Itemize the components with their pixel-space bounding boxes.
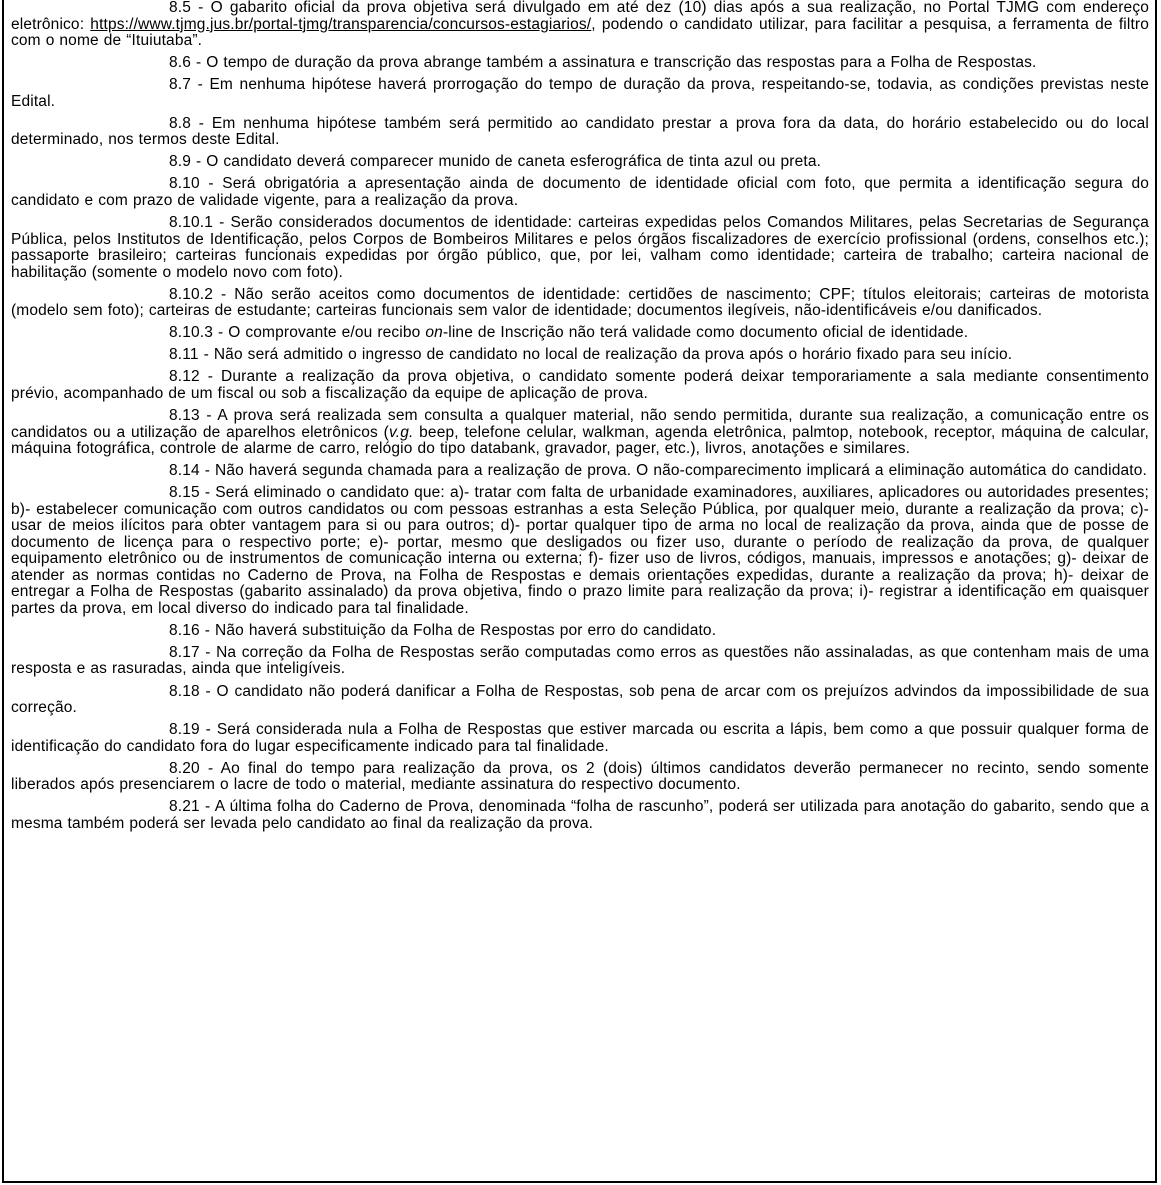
paragraph-8-5-post: , podendo o candidato utilizar, para facilitar a pesquisa, a ferramenta de filtro com o nome de “Ituiutaba”.	[11, 15, 1149, 49]
paragraph-8-10: 8.10 - Será obrigatória a apresentação ainda de documento de identidade oficial com foto, que permita a identificação segura do candidato e com prazo de validade vigente, para a realização da prova.	[11, 175, 1149, 209]
paragraph-8-21: 8.21 - A última folha do Caderno de Prova, denominada “folha de rascunho”, poderá ser utilizada para anotação do gabarito, sendo que a mesma também poderá ser levada pelo candidato ao final da realização da prova.	[11, 798, 1149, 832]
paragraph-8-13-italic: v.g.	[388, 423, 414, 441]
paragraph-8-10-3-post: -line de Inscrição não terá validade como documento oficial de identidade.	[442, 324, 969, 342]
paragraph-8-13	[11, 408, 1149, 458]
paragraph-8-5-pre: 8.5 - O gabarito oficial da prova objetiva será divulgado em até dez (10) dias após a sua realização, no Portal TJMG com endereço eletrônico:	[11, 0, 1149, 33]
paragraph-8-10-1: 8.10.1 - Serão considerados documentos de identidade: carteiras expedidas pelos Comandos Militares, pelas Secretarias de Segurança Pública, pelos Institutos de Identificação, pelos Corpos de Bombeiros Militares e pelos órgãos fiscalizadores de exercício profissional (ordens, conselhos etc.); passaporte brasileiro; carteiras funcionais expedidas por órgão público, que, por lei, valham como identidade; carteira de trabalho; carteira nacional de habilitação (somente o modelo novo com foto).	[11, 214, 1149, 281]
paragraph-8-12: 8.12 - Durante a realização da prova objetiva, o candidato somente poderá deixar temporariamente a sala mediante consentimento prévio, acompanhado de um fiscal ou sob a fiscalização da equipe de aplicação de prova.	[11, 368, 1149, 402]
paragraph-8-10-3	[11, 325, 1149, 342]
paragraph-8-19: 8.19 - Será considerada nula a Folha de Respostas que estiver marcada ou escrita a lápis, bem como a que possuir qualquer forma de identificação do candidato fora do lugar especificamente indicado para tal finalidade.	[11, 721, 1149, 755]
paragraph-8-18: 8.18 - O candidato não poderá danificar a Folha de Respostas, sob pena de arcar com os prejuízos advindos da impossibilidade de sua correção.	[11, 682, 1149, 716]
paragraph-8-14: 8.14 - Não haverá segunda chamada para a realização de prova. O não-comparecimento implicará a eliminação automática do candidato.	[169, 462, 1147, 480]
paragraph-8-8: 8.8 - Em nenhuma hipótese também será permitido ao candidato prestar a prova fora da data, do horário estabelecido ou do local determinado, nos termos deste Edital.	[11, 114, 1149, 149]
paragraph-8-16: 8.16 - Não haverá substituição da Folha de Respostas por erro do candidato.	[169, 621, 717, 639]
paragraph-8-13-pre: 8.13 - A prova será realizada sem consulta a qualquer material, não sendo permitida, durante sua realização, a comunicação entre os candidatos ou a utilização de aparelhos eletrônicos (	[11, 407, 1149, 441]
paragraph-8-7: 8.7 - Em nenhuma hipótese haverá prorrogação do tempo de duração da prova, respeitando-se, todavia, as condições previstas neste Edital.	[11, 76, 1149, 110]
paragraph-8-15: 8.15 - Será eliminado o candidato que: a)- tratar com falta de urbanidade examinadores, auxiliares, aplicadores ou autoridades presentes; b)- estabelecer comunicação com outros candidatos ou com pessoas estranhas a esta Seleção Pública, por qualquer meio, durante a realização da prova; c)- usar de meios ilícitos para obter vantagem para si ou para outros; d)- portar qualquer tipo de arma no local de realização da prova, ainda que de posse de documento de licença para o respectivo porte; e)- portar, mesmo que desligados ou fizer uso, durante o período de realização da prova, de qualquer equipamento eletrônico ou de instrumentos de comunicação interna ou externa; f)- fizer uso de livros, códigos, manuais, impressos e anotações; g)- deixar de atender as normas contidas no Caderno de Prova, na Folha de Respostas e demais orientações expedidas, durante a realização da prova; h)- deixar de entregar a Folha de Respostas (gabarito assinalado) da prova objetiva, findo o prazo limite para realização da prova; i)- registrar a identificação em quaisquer partes da prova, em local diverso do indicado para tal finalidade.	[11, 484, 1149, 617]
paragraph-8-6: 8.6 - O tempo de duração da prova abrange também a assinatura e transcrição das respostas para a Folha de Respostas.	[169, 54, 1037, 72]
paragraph-8-13-post: beep, telefone celular, walkman, agenda eletrônica, palmtop, notebook, receptor, máquina de calcular, máquina fotográfica, controle de alarme de carro, relógio do tipo databank, gravador, pager, etc.), livros, anotações e similares.	[11, 423, 1149, 458]
paragraph-8-9: 8.9 - O candidato deverá comparecer munido de caneta esferográfica de tinta azul ou preta.	[169, 153, 822, 171]
paragraph-8-10-2: 8.10.2 - Não serão aceitos como documentos de identidade: certidões de nascimento; CPF; títulos eleitorais; carteiras de motorista (modelo sem foto); carteiras de estudante; carteiras funcionais sem valor de identidade; documentos ilegíveis, não-identificáveis e/ou danificados.	[11, 285, 1149, 320]
paragraph-8-5	[11, 0, 1149, 50]
paragraph-8-10-3-pre: 8.10.3 - O comprovante e/ou recibo	[169, 324, 426, 342]
paragraph-8-10-3-italic: on	[425, 324, 443, 342]
document-frame	[2, 0, 1157, 1183]
paragraph-8-11: 8.11 - Não será admitido o ingresso de candidato no local de realização da prova após o horário fixado para seu início.	[169, 346, 1013, 364]
portal-link[interactable]: https://www.tjmg.jus.br/portal-tjmg/transparencia/concursos-estagiarios/	[90, 15, 592, 33]
paragraph-8-20: 8.20 - Ao final do tempo para realização da prova, os 2 (dois) últimos candidatos deverão permanecer no recinto, sendo somente liberados após presenciarem o lacre de todo o material, mediante assinatura do respectivo documento.	[11, 759, 1149, 794]
paragraph-8-17: 8.17 - Na correção da Folha de Respostas serão computadas como erros as questões não assinaladas, as que contenham mais de uma resposta e as rasuradas, ainda que inteligíveis.	[11, 643, 1149, 678]
